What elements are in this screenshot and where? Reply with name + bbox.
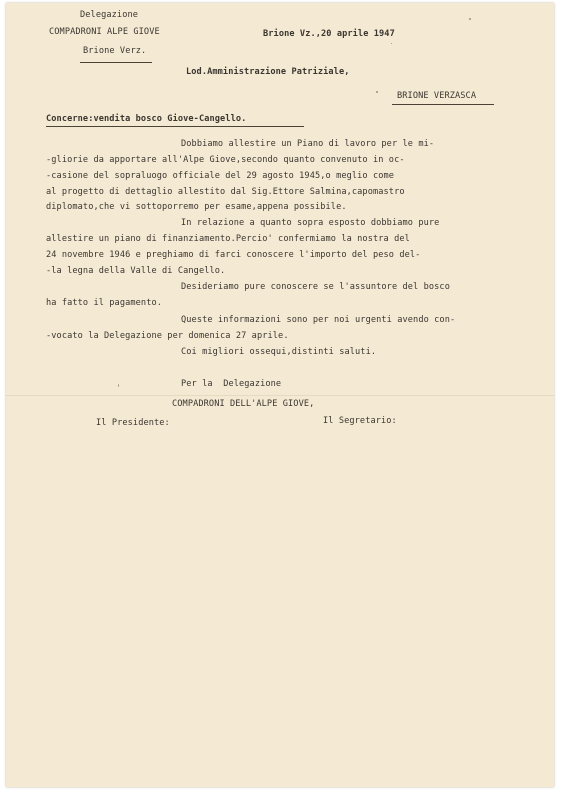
subject-underline: [46, 126, 304, 127]
recipient-place: BRIONE VERZASCA: [397, 91, 477, 101]
body-line: Dobbiamo allestire un Piano di lavoro per le mi-: [181, 139, 435, 149]
paper-fold-line: [6, 395, 554, 396]
body-line: -vocato la Delegazione per domenica 27 aprile.: [46, 331, 289, 341]
body-line: -la legna della Valle di Cangello.: [46, 266, 226, 276]
body-line: 24 novembre 1946 e preghiamo di farci conoscere l'importo del peso del-: [46, 250, 421, 260]
closing-line-2: COMPADRONI DELL'ALPE GIOVE,: [172, 399, 315, 409]
body-line: Queste informazioni sono per noi urgenti avendo con-: [181, 315, 456, 325]
body-line: Desideriamo pure conoscere se l'assuntore del bosco: [181, 282, 450, 292]
recipient-place-underline: [392, 104, 494, 105]
letterhead-line-3: Brione Verz.: [83, 46, 147, 56]
president-signature-label: Il Presidente:: [96, 418, 170, 428]
secretary-signature-label: Il Segretario:: [323, 416, 397, 426]
letterhead-line-1: Delegazione: [80, 10, 139, 20]
body-line: diplomato,che vi sottoporremo per esame,appena possibile.: [46, 202, 347, 212]
paper-speck: [469, 18, 471, 20]
paper-speck: [118, 384, 119, 387]
subject-line: Concerne:vendita bosco Giove-Cangello.: [46, 114, 247, 124]
letter-page: [6, 3, 554, 787]
body-line: allestire un piano di finanziamento.Percio' confermiamo la nostra del: [46, 234, 410, 244]
letterhead-underline: [80, 62, 152, 63]
closing-line-1: Per la Delegazione: [181, 379, 282, 389]
paper-speck: [391, 43, 392, 44]
body-line: -gliorie da apportare all'Alpe Giove,secondo quanto convenuto in oc-: [46, 155, 405, 165]
body-line: -casione del sopraluogo officiale del 29 agosto 1945,o meglio come: [46, 171, 395, 181]
recipient-name: Lod.Amministrazione Patriziale,: [186, 67, 350, 77]
body-line: al progetto di dettaglio allestito dal Sig.Ettore Salmina,capomastro: [46, 187, 405, 197]
body-line: Coi migliori ossequi,distinti saluti.: [181, 347, 377, 357]
date-line: Brione Vz.,20 aprile 1947: [263, 29, 395, 39]
body-line: In relazione a quanto sopra esposto dobbiamo pure: [181, 218, 440, 228]
paper-speck: [376, 91, 378, 93]
letterhead-line-2: COMPADRONI ALPE GIOVE: [49, 27, 160, 37]
body-line: ha fatto il pagamento.: [46, 298, 163, 308]
